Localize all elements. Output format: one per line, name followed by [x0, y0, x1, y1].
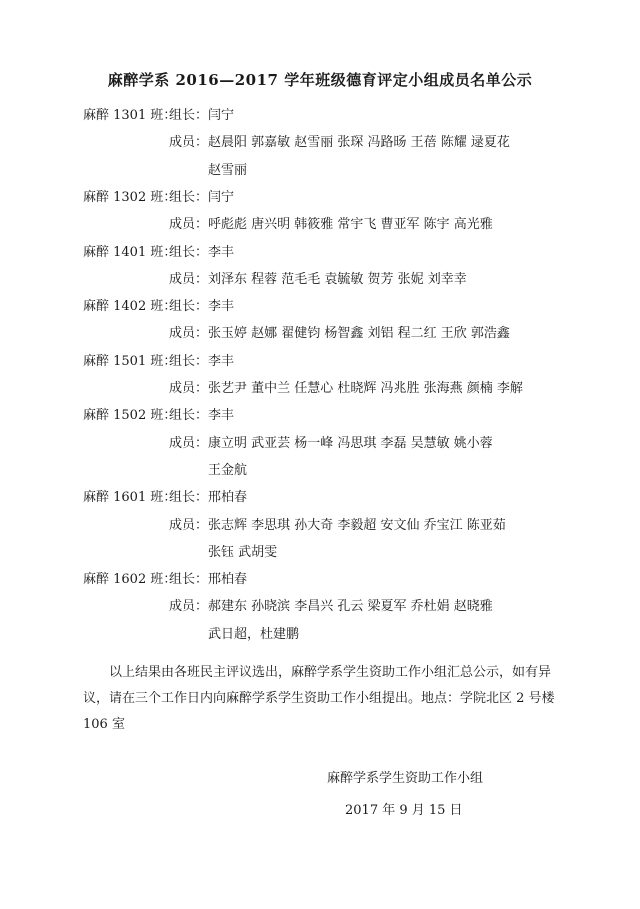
date: 2017 年 9 月 15 日	[345, 803, 463, 818]
class-row	[83, 489, 247, 507]
group-members: 成员：郝建东 孙晓滨 李昌兴 孔云 梁夏军 乔杜娟 赵晓雅	[169, 599, 493, 615]
group-leader: 组长：闫宁	[169, 189, 235, 205]
class-row	[83, 189, 234, 207]
class-row	[83, 571, 247, 589]
group-leader: 组长：李丰	[169, 408, 235, 424]
group-members: 成员：张玉婷 赵娜 翟健钧 杨智鑫 刘铝 程二红 王欣 郭浩鑫	[169, 326, 510, 342]
class-row	[83, 407, 234, 425]
group-members: 成员：康立明 武亚芸 杨一峰 冯思琪 李磊 吴慧敏 姚小蓉	[169, 435, 493, 451]
document-title: 麻醉学系 2016—2017 学年班级德育评定小组成员名单公示	[107, 71, 533, 89]
group-members-continued: 张钰 武胡雯	[208, 544, 278, 560]
group-members-continued: 赵雪丽	[208, 162, 248, 178]
notice-paragraph: 以上结果由各班民主评议选出，麻醉学系学生资助工作小组汇总公示，如有异议，请在三个工作日内向麻醉学系学生资助工作小组提出。地点：学院北区 2 号楼 106 室	[83, 665, 555, 732]
class-name: 麻醉 1501 班：	[83, 353, 177, 369]
group-members: 成员：张志辉 李思琪 孙大奇 李毅超 安文仙 乔宝江 陈亚茹	[169, 517, 506, 533]
class-name: 麻醉 1502 班：	[83, 408, 177, 424]
class-name: 麻醉 1302 班：	[83, 189, 177, 205]
class-name: 麻醉 1301 班：	[83, 108, 177, 123]
group-leader: 组长：李丰	[169, 299, 235, 315]
class-row	[83, 244, 234, 262]
group-leader: 组长：闫宁	[169, 108, 235, 123]
signature: 麻醉学系学生资助工作小组	[327, 771, 484, 786]
group-members-continued: 王金航	[208, 462, 248, 478]
group-members: 成员：张艺尹 董中兰 任慧心 杜晓辉 冯兆胜 张海燕 颜楠 李解	[169, 381, 523, 396]
class-row	[83, 353, 234, 371]
class-name: 麻醉 1602 班：	[83, 572, 177, 588]
group-leader: 组长：李丰	[169, 244, 235, 260]
class-name: 麻醉 1401 班：	[83, 244, 177, 260]
class-row	[83, 298, 234, 316]
group-members: 成员：赵晨阳 郭嘉敏 赵雪丽 张琛 冯路旸 王蓓 陈耀 逯夏花	[169, 135, 510, 151]
class-row	[83, 107, 234, 125]
group-leader: 组长：邢柏春	[169, 572, 248, 588]
group-members-continued: 武日超，杜建鹏	[208, 626, 300, 642]
group-leader: 组长：邢柏春	[169, 490, 248, 506]
group-members: 成员：呼彪彪 唐兴明 韩筱雅 常宇飞 曹亚军 陈宇 高光雅	[169, 217, 493, 233]
group-members: 成员：刘泽东 程蓉 范毛毛 袁毓敏 贺芳 张妮 刘幸幸	[169, 271, 467, 287]
class-name: 麻醉 1601 班：	[83, 490, 177, 506]
class-name: 麻醉 1402 班：	[83, 299, 177, 315]
group-leader: 组长：李丰	[169, 353, 235, 369]
